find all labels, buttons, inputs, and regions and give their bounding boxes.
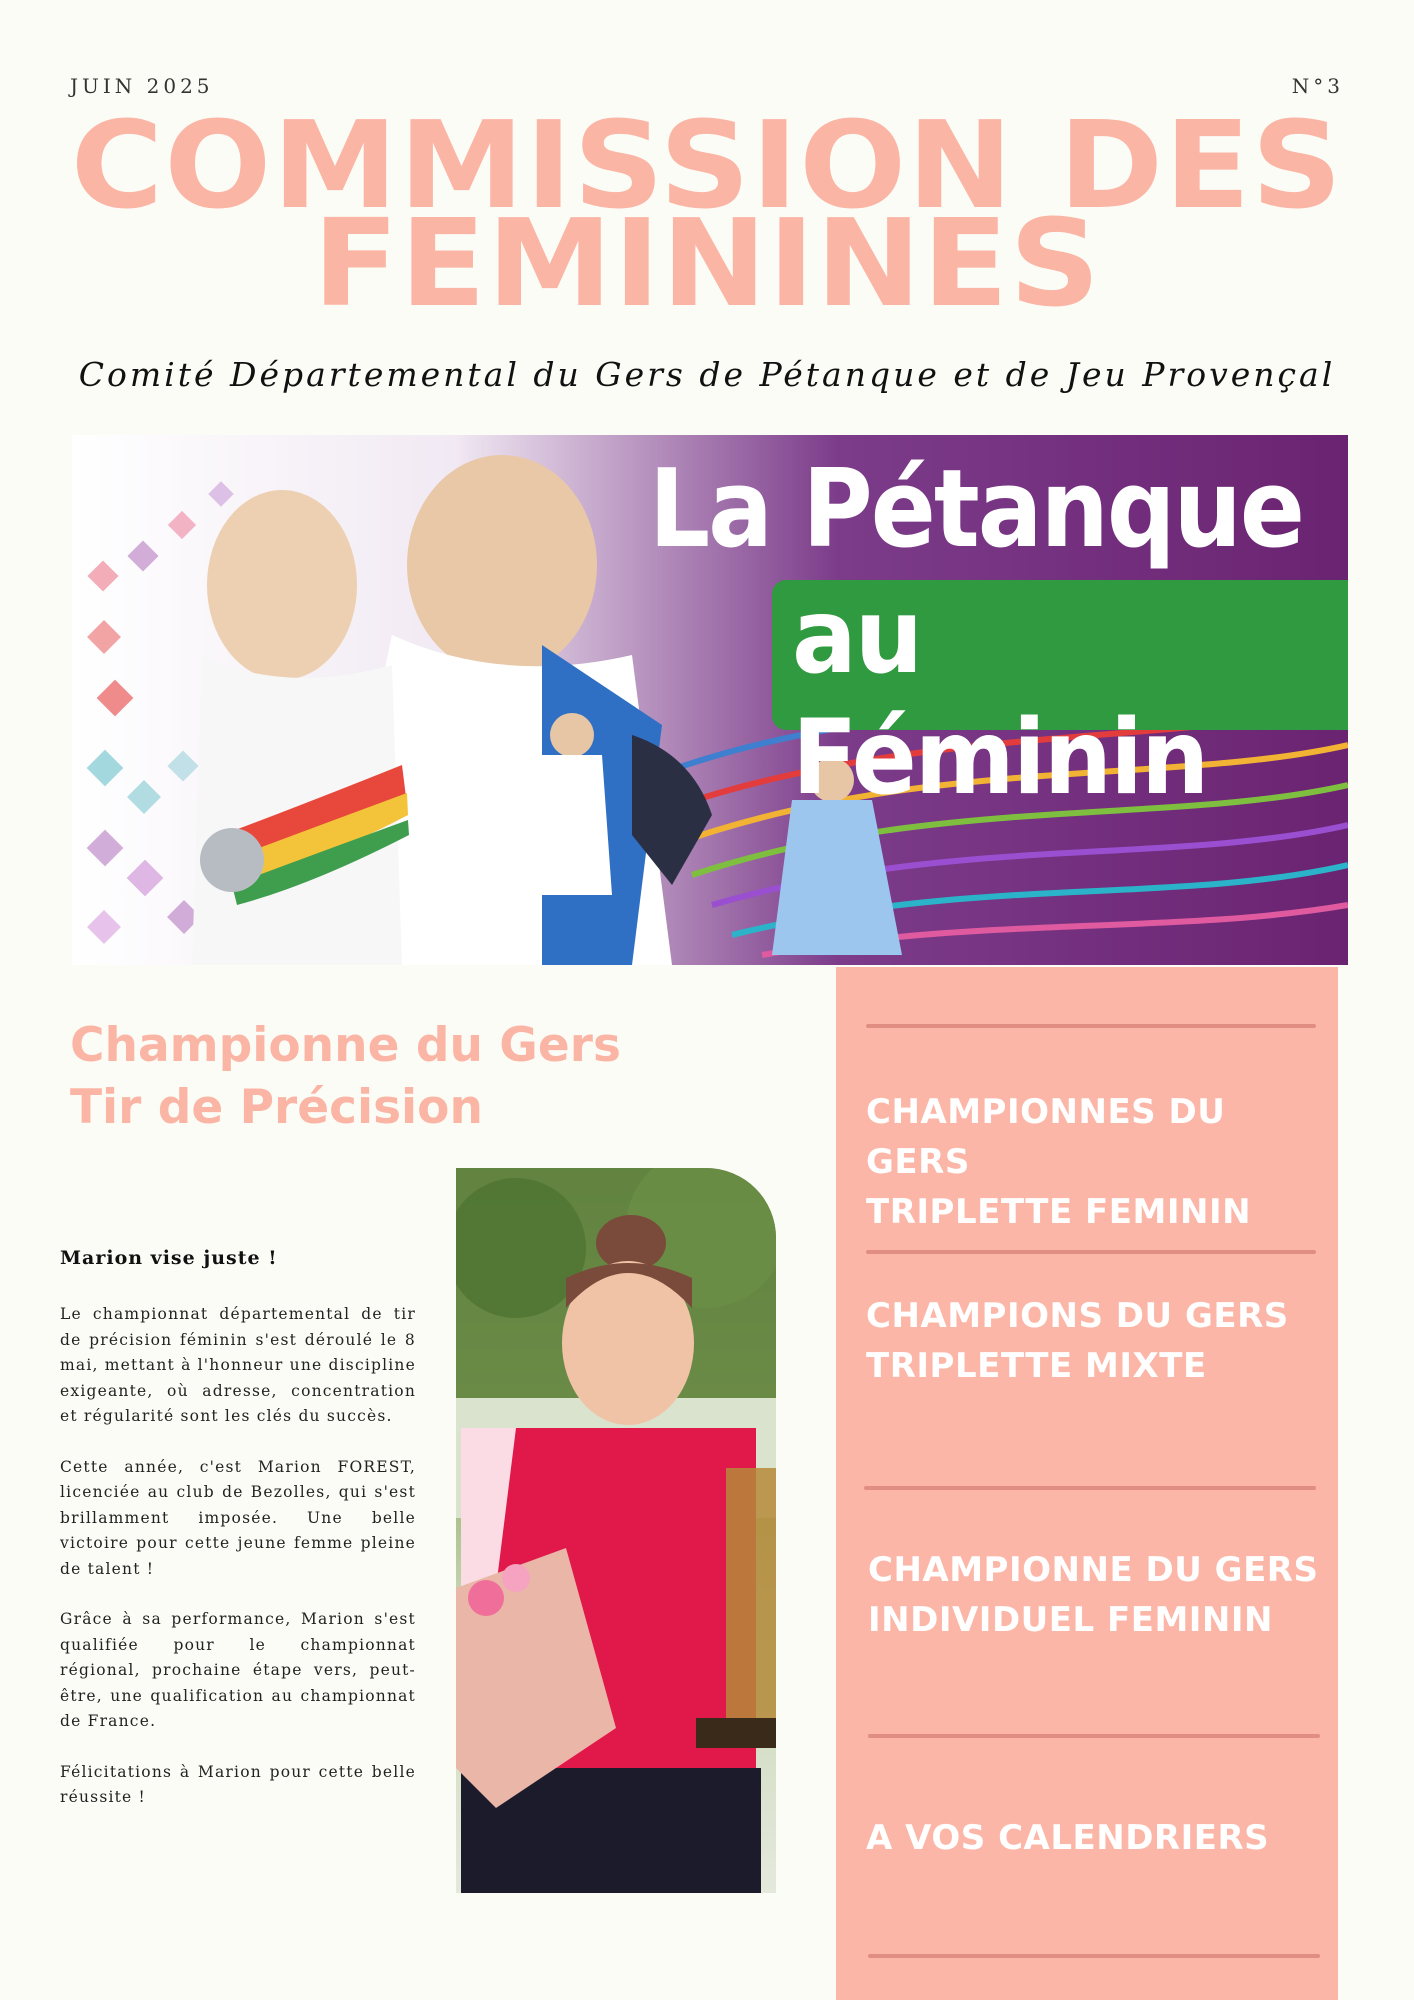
panel-item-line-1: CHAMPIONS DU GERS: [866, 1296, 1289, 1336]
article-paragraph: Félicitations à Marion pour cette belle réussite !: [60, 1762, 416, 1806]
section-title-line-1: Championne du Gers: [70, 1018, 621, 1073]
issue-number: N°3: [1291, 74, 1344, 98]
panel-item-line-1: CHAMPIONNES DU GERS: [866, 1092, 1226, 1182]
masthead-subtitle: Comité Départemental du Gers de Pétanque et de Jeu Provençal: [78, 355, 1336, 394]
winner-photo: [456, 1168, 776, 1893]
article-heading: Marion vise juste !: [60, 1247, 278, 1269]
panel-item-triplette-mixte[interactable]: [866, 1291, 1289, 1391]
panel-divider: [866, 1024, 1316, 1028]
hero-banner: [72, 435, 1348, 965]
banner-subtitle: au Féminin: [792, 576, 1208, 818]
sidebar-panel: [836, 967, 1338, 2000]
panel-item-line-1: A VOS CALENDRIERS: [866, 1818, 1270, 1858]
article-paragraph: Cette année, c'est Marion FOREST, licenciée au club de Bezolles, qui s'est brillamment imposée. Une belle victoire pour cette jeune femme pleine de talent !: [60, 1457, 416, 1578]
article-paragraph: Grâce à sa performance, Marion s'est qualifiée pour le championnat régional, prochaine étape vers, peut-être, une qualification au championnat de France.: [60, 1610, 416, 1730]
panel-divider: [868, 1954, 1320, 1958]
issue-date: JUIN 2025: [70, 74, 214, 98]
panel-item-line-2: TRIPLETTE MIXTE: [866, 1346, 1207, 1386]
panel-item-line-2: INDIVIDUEL FEMININ: [868, 1600, 1273, 1640]
masthead-title: [0, 97, 1414, 334]
section-title: [70, 1015, 621, 1139]
panel-divider: [864, 1486, 1316, 1490]
panel-item-calendriers[interactable]: [866, 1813, 1269, 1863]
article-paragraph: Le championnat départemental de tir de précision féminin s'est déroulé le 8 mai, mettant à l'honneur une discipline exigeante, où adresse, concentration et régularité sont les clés du succès.: [60, 1305, 416, 1425]
panel-item-triplette-feminin[interactable]: [866, 1087, 1338, 1237]
panel-item-line-2: TRIPLETTE FEMININ: [866, 1192, 1252, 1232]
panel-item-individuel-feminin[interactable]: [868, 1545, 1318, 1645]
panel-divider: [866, 1250, 1316, 1254]
winner-illustration: [456, 1168, 776, 1893]
masthead-line-2: FEMININES: [312, 195, 1102, 334]
panel-divider: [868, 1734, 1320, 1738]
article-body: [60, 1302, 416, 1836]
banner-title: La Pétanque: [648, 446, 1303, 572]
section-title-line-2: Tir de Précision: [70, 1080, 483, 1135]
masthead-line-1: COMMISSION DES: [70, 97, 1344, 236]
panel-item-line-1: CHAMPIONNE DU GERS: [868, 1550, 1319, 1590]
